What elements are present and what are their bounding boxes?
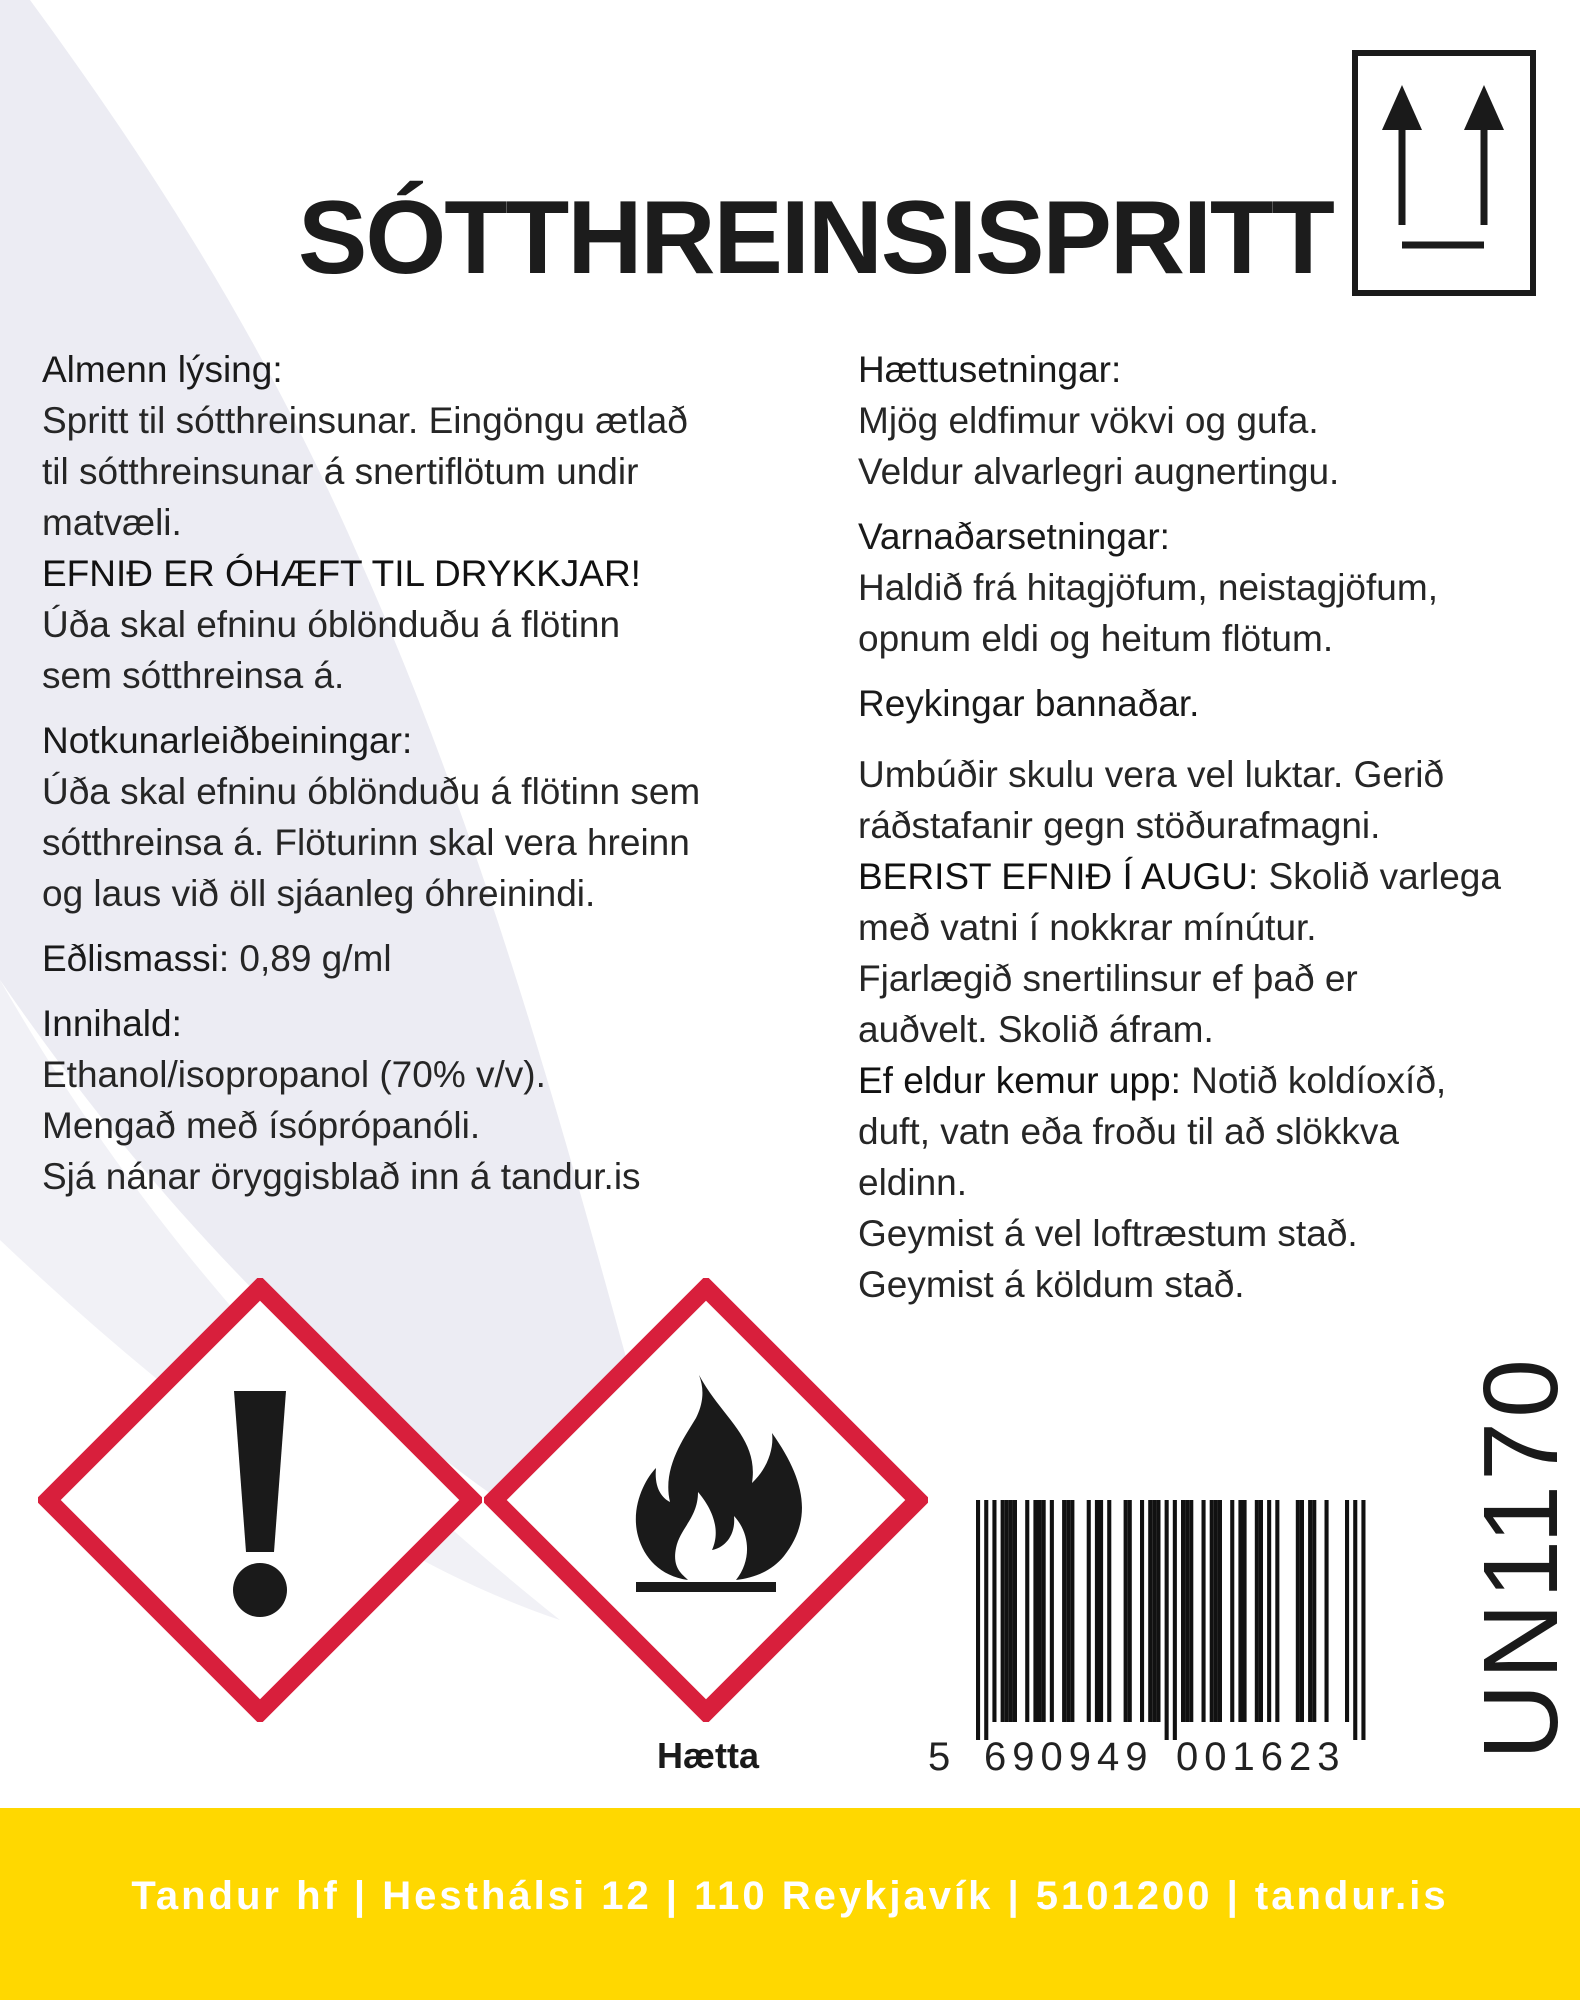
barcode-bar: [1140, 1500, 1144, 1722]
storage-line: Geymist á köldum stað.: [858, 1264, 1245, 1305]
barcode-bar: [1087, 1500, 1091, 1722]
precaution-line: opnum eldi og heitum flötum.: [858, 618, 1334, 659]
this-side-up-icon: [1352, 50, 1536, 296]
barcode-bar: [1345, 1500, 1349, 1722]
barcode-bar: [1202, 1500, 1206, 1722]
density: [42, 933, 812, 984]
precaution-heading: Varnaðarsetningar:: [858, 516, 1170, 557]
ghs-flame-pictogram: [484, 1278, 928, 1722]
barcode-bar: [1325, 1500, 1329, 1722]
hazard-heading: Hættusetningar:: [858, 349, 1122, 390]
barcode-bar: [1099, 1500, 1103, 1722]
handling-instructions: [858, 749, 1558, 1310]
barcode-bar: [1308, 1500, 1312, 1722]
barcode-bar: [1148, 1500, 1152, 1722]
barcode-bar: [1038, 1500, 1042, 1722]
precaution-line: Haldið frá hitagjöfum, neistagjöfum,: [858, 567, 1438, 608]
signal-word: Hætta: [657, 1735, 760, 1776]
general-line: matvæli.: [42, 502, 182, 543]
barcode-bar: [1214, 1500, 1218, 1722]
barcode-bar: [1267, 1500, 1271, 1722]
fire-label: Ef eldur kemur upp:: [858, 1060, 1181, 1101]
barcode-bar: [1189, 1500, 1193, 1722]
storage-line: Geymist á vel loftræstum stað.: [858, 1213, 1358, 1254]
barcode-bar: [1300, 1500, 1304, 1722]
barcode-bar: [1243, 1500, 1247, 1722]
barcode-first-digit: 5: [928, 1735, 957, 1779]
barcode-bar: [1152, 1500, 1156, 1722]
barcode-bar: [1185, 1500, 1189, 1722]
footer-bar: [0, 1808, 1580, 2000]
barcode-bar: [1353, 1500, 1357, 1740]
apply-line: sem sótthreinsa á.: [42, 655, 345, 696]
usage-instructions: [42, 715, 812, 919]
no-smoking: [858, 678, 1558, 729]
un-number: UN1170: [1462, 1354, 1580, 1760]
apply-line: Úða skal efninu óblönduðu á flötinn: [42, 604, 621, 645]
container-line: Umbúðir skulu vera vel luktar. Gerið: [858, 754, 1445, 795]
hazard-statements: [858, 344, 1558, 497]
general-description: [42, 344, 812, 701]
barcode-bar: [1361, 1500, 1365, 1740]
contents-line: Mengað með ísóprópanóli.: [42, 1105, 481, 1146]
barcode-bar: [1107, 1500, 1111, 1722]
barcode-bar: [1042, 1500, 1046, 1722]
barcode-bar: [1095, 1500, 1099, 1722]
barcode-bar: [1013, 1500, 1017, 1722]
barcode-bar: [1128, 1500, 1132, 1722]
barcode-bar: [1066, 1500, 1070, 1722]
fire-line: duft, vatn eða froðu til að slökkva: [858, 1111, 1399, 1152]
eye-label: BERIST EFNIÐ Í AUGU:: [858, 856, 1259, 897]
barcode-bar: [1255, 1500, 1259, 1722]
contents-line: Sjá nánar öryggisblað inn á tandur.is: [42, 1156, 641, 1197]
barcode-bar: [1296, 1500, 1300, 1722]
general-line: til sótthreinsunar á snertiflötum undir: [42, 451, 639, 492]
general-heading: Almenn lýsing:: [42, 349, 283, 390]
barcode-bar: [1312, 1500, 1316, 1722]
barcode-bar: [1181, 1500, 1185, 1722]
barcode-image: [968, 1500, 1378, 1740]
usage-heading: Notkunarleiðbeiningar:: [42, 720, 413, 761]
fire-text: Notið koldíoxíð,: [1180, 1060, 1447, 1101]
density-label: Eðlismassi:: [42, 938, 230, 979]
container-line: ráðstafanir gegn stöðurafmagni.: [858, 805, 1381, 846]
contents-line: Ethanol/isopropanol (70% v/v).: [42, 1054, 546, 1095]
density-value: 0,89 g/ml: [229, 938, 392, 979]
eye-text: Skolið varlega: [1258, 856, 1501, 897]
contents-heading: Innihald:: [42, 1003, 182, 1044]
barcode-bar: [1156, 1500, 1160, 1722]
contents: [42, 998, 812, 1202]
barcode-bar: [976, 1500, 980, 1740]
usage-line: sótthreinsa á. Flöturinn skal vera hreinn: [42, 822, 690, 863]
ghs-exclamation-pictogram: [38, 1278, 482, 1722]
barcode-left-digits: 690949: [984, 1735, 1154, 1779]
barcode-bar: [1210, 1500, 1214, 1722]
barcode-bar: [1009, 1500, 1013, 1722]
barcode-bar: [1070, 1500, 1074, 1722]
barcode-bar: [1173, 1500, 1177, 1740]
barcode-bar: [992, 1500, 996, 1722]
company-contact: Tandur hf | Hesthálsi 12 | 110 Reykjavík | 5101200 | tandur.is: [131, 1874, 1449, 1918]
barcode-bar: [1165, 1500, 1169, 1740]
barcode-bar: [1230, 1500, 1234, 1722]
eye-line: auðvelt. Skolið áfram.: [858, 1009, 1214, 1050]
barcode-bar: [1218, 1500, 1222, 1722]
usage-line: Úða skal efninu óblönduðu á flötinn sem: [42, 771, 701, 812]
barcode-bar: [1033, 1500, 1037, 1722]
barcode-bar: [1275, 1500, 1279, 1722]
hazard-line: Veldur alvarlegri augnertingu.: [858, 451, 1340, 492]
hazard-line: Mjög eldfimur vökvi og gufa.: [858, 400, 1319, 441]
fire-line: eldinn.: [858, 1162, 968, 1203]
barcode-bar: [984, 1500, 988, 1740]
eye-line: með vatni í nokkrar mínútur.: [858, 907, 1317, 948]
barcode-bar: [1259, 1500, 1263, 1722]
usage-line: og laus við öll sjáanleg óhreinindi.: [42, 873, 596, 914]
barcode-bar: [1050, 1500, 1054, 1722]
barcode-bar: [1124, 1500, 1128, 1722]
not-drinkable-warning: EFNIÐ ER ÓHÆFT TIL DRYKKJAR!: [42, 553, 641, 594]
barcode-bar: [1238, 1500, 1242, 1722]
precautionary-statements: [858, 511, 1558, 664]
barcode-bar: [1005, 1500, 1009, 1722]
barcode-bar: [1001, 1500, 1005, 1722]
barcode-right-digits: 001623: [1176, 1735, 1346, 1779]
no-smoking-text: Reykingar bannaðar.: [858, 683, 1200, 724]
eye-line: Fjarlægið snertilinsur ef það er: [858, 958, 1358, 999]
barcode-bar: [1025, 1500, 1029, 1722]
product-title: SÓTTHREINSISPRITT: [298, 180, 1333, 296]
general-line: Spritt til sótthreinsunar. Eingöngu ætlað: [42, 400, 688, 441]
barcode-bar: [1062, 1500, 1066, 1722]
left-column: [42, 344, 812, 1202]
right-column: [858, 344, 1558, 1310]
